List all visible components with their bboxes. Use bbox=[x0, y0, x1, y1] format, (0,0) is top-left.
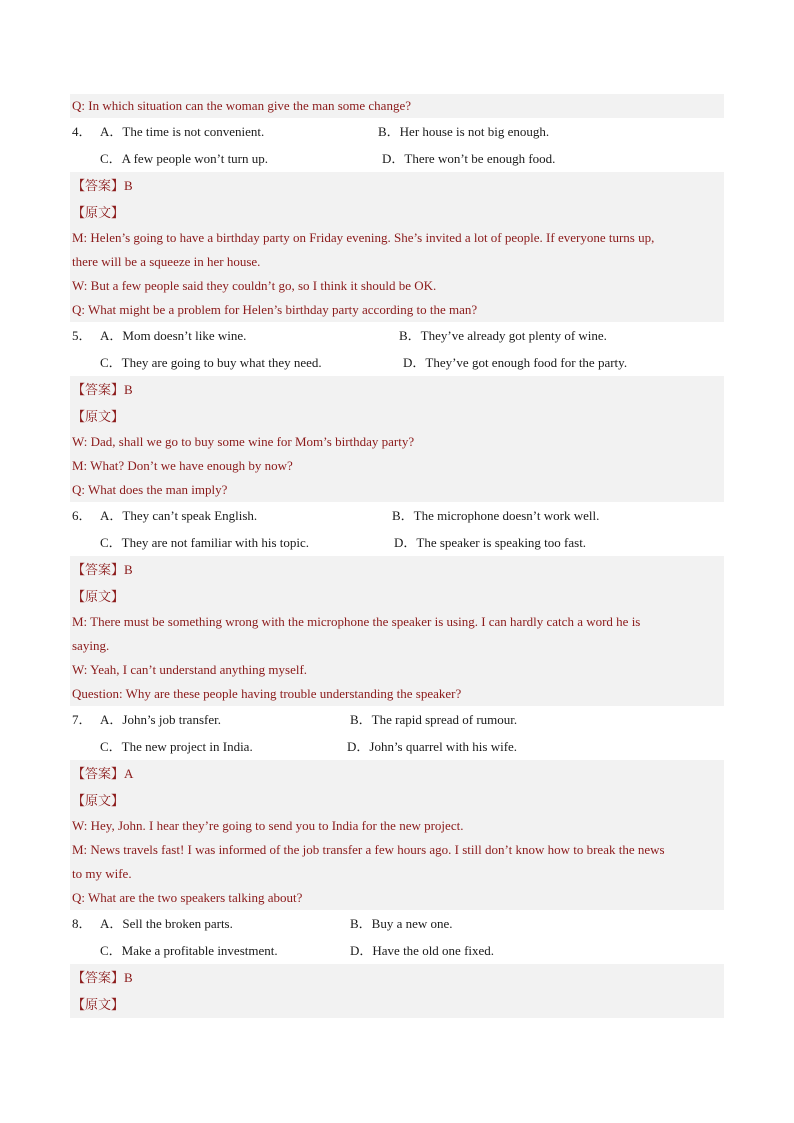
transcript-line: M: What? Don’t we have enough by now? bbox=[70, 454, 724, 478]
option-d: D．Have the old one fixed. bbox=[350, 943, 495, 958]
option-b: B．Her house is not big enough. bbox=[378, 124, 550, 139]
transcript-line: Q: What are the two speakers talking about? bbox=[70, 886, 724, 910]
transcript-line: to my wife. bbox=[70, 862, 724, 886]
transcript-line: saying. bbox=[70, 634, 724, 658]
option-c: C．Make a profitable investment. bbox=[100, 943, 278, 958]
option-b: B．The rapid spread of rumour. bbox=[350, 712, 518, 727]
transcript-line: Q: What does the man imply? bbox=[70, 478, 724, 502]
transcript-label: 【原文】 bbox=[70, 787, 724, 814]
transcript-label: 【原文】 bbox=[70, 403, 724, 430]
question-number: 4． bbox=[72, 124, 92, 139]
answer-label: 【答案】B bbox=[70, 172, 724, 199]
question-4-options-row-1 bbox=[70, 118, 724, 145]
transcript-label: 【原文】 bbox=[70, 991, 724, 1018]
option-a: A．Sell the broken parts. bbox=[100, 916, 233, 931]
question-8-options-row-2 bbox=[70, 937, 724, 964]
option-c: C．A few people won’t turn up. bbox=[100, 151, 269, 166]
option-a: A．The time is not convenient. bbox=[100, 124, 265, 139]
transcript-line: Q: In which situation can the woman give the man some change? bbox=[70, 94, 724, 118]
answer-label: 【答案】B bbox=[70, 376, 724, 403]
transcript-label: 【原文】 bbox=[70, 199, 724, 226]
transcript-line: M: News travels fast! I was informed of the job transfer a few hours ago. I still don’t know how to break the news bbox=[70, 838, 724, 862]
transcript-line: there will be a squeeze in her house. bbox=[70, 250, 724, 274]
document-content bbox=[70, 94, 724, 1018]
option-d: D．There won’t be enough food. bbox=[382, 151, 556, 166]
transcript-line: W: Dad, shall we go to buy some wine for Mom’s birthday party? bbox=[70, 430, 724, 454]
question-number: 6． bbox=[72, 508, 92, 523]
question-6-options-row-1 bbox=[70, 502, 724, 529]
option-d: D．John’s quarrel with his wife. bbox=[347, 739, 518, 754]
question-number: 5． bbox=[72, 328, 92, 343]
question-4-options-row-2 bbox=[70, 145, 724, 172]
option-c: C．The new project in India. bbox=[100, 739, 253, 754]
option-b: B．Buy a new one. bbox=[350, 916, 453, 931]
option-a: A．Mom doesn’t like wine. bbox=[100, 328, 247, 343]
question-5-options-row-2 bbox=[70, 349, 724, 376]
answer-label: 【答案】A bbox=[70, 760, 724, 787]
transcript-line: M: Helen’s going to have a birthday party on Friday evening. She’s invited a lot of people. If everyone turns up, bbox=[70, 226, 724, 250]
option-a: A．John’s job transfer. bbox=[100, 712, 221, 727]
option-b: B．The microphone doesn’t work well. bbox=[392, 508, 600, 523]
option-d: D．The speaker is speaking too fast. bbox=[394, 535, 587, 550]
option-a: A．They can’t speak English. bbox=[100, 508, 258, 523]
transcript-line: Q: What might be a problem for Helen’s birthday party according to the man? bbox=[70, 298, 724, 322]
question-7-options-row-2 bbox=[70, 733, 724, 760]
answer-label: 【答案】B bbox=[70, 964, 724, 991]
question-5-options-row-1 bbox=[70, 322, 724, 349]
transcript-line: M: There must be something wrong with the microphone the speaker is using. I can hardly catch a word he is bbox=[70, 610, 724, 634]
option-c: C．They are going to buy what they need. bbox=[100, 355, 322, 370]
transcript-line: W: Hey, John. I hear they’re going to send you to India for the new project. bbox=[70, 814, 724, 838]
option-b: B．They’ve already got plenty of wine. bbox=[399, 328, 607, 343]
answer-label: 【答案】B bbox=[70, 556, 724, 583]
transcript-line: W: But a few people said they couldn’t go, so I think it should be OK. bbox=[70, 274, 724, 298]
question-6-options-row-2 bbox=[70, 529, 724, 556]
transcript-line: W: Yeah, I can’t understand anything myself. bbox=[70, 658, 724, 682]
transcript-line: Question: Why are these people having trouble understanding the speaker? bbox=[70, 682, 724, 706]
question-number: 7． bbox=[72, 712, 92, 727]
option-d: D．They’ve got enough food for the party. bbox=[403, 355, 628, 370]
question-8-options-row-1 bbox=[70, 910, 724, 937]
option-c: C．They are not familiar with his topic. bbox=[100, 535, 310, 550]
transcript-label: 【原文】 bbox=[70, 583, 724, 610]
question-number: 8． bbox=[72, 916, 92, 931]
question-7-options-row-1 bbox=[70, 706, 724, 733]
